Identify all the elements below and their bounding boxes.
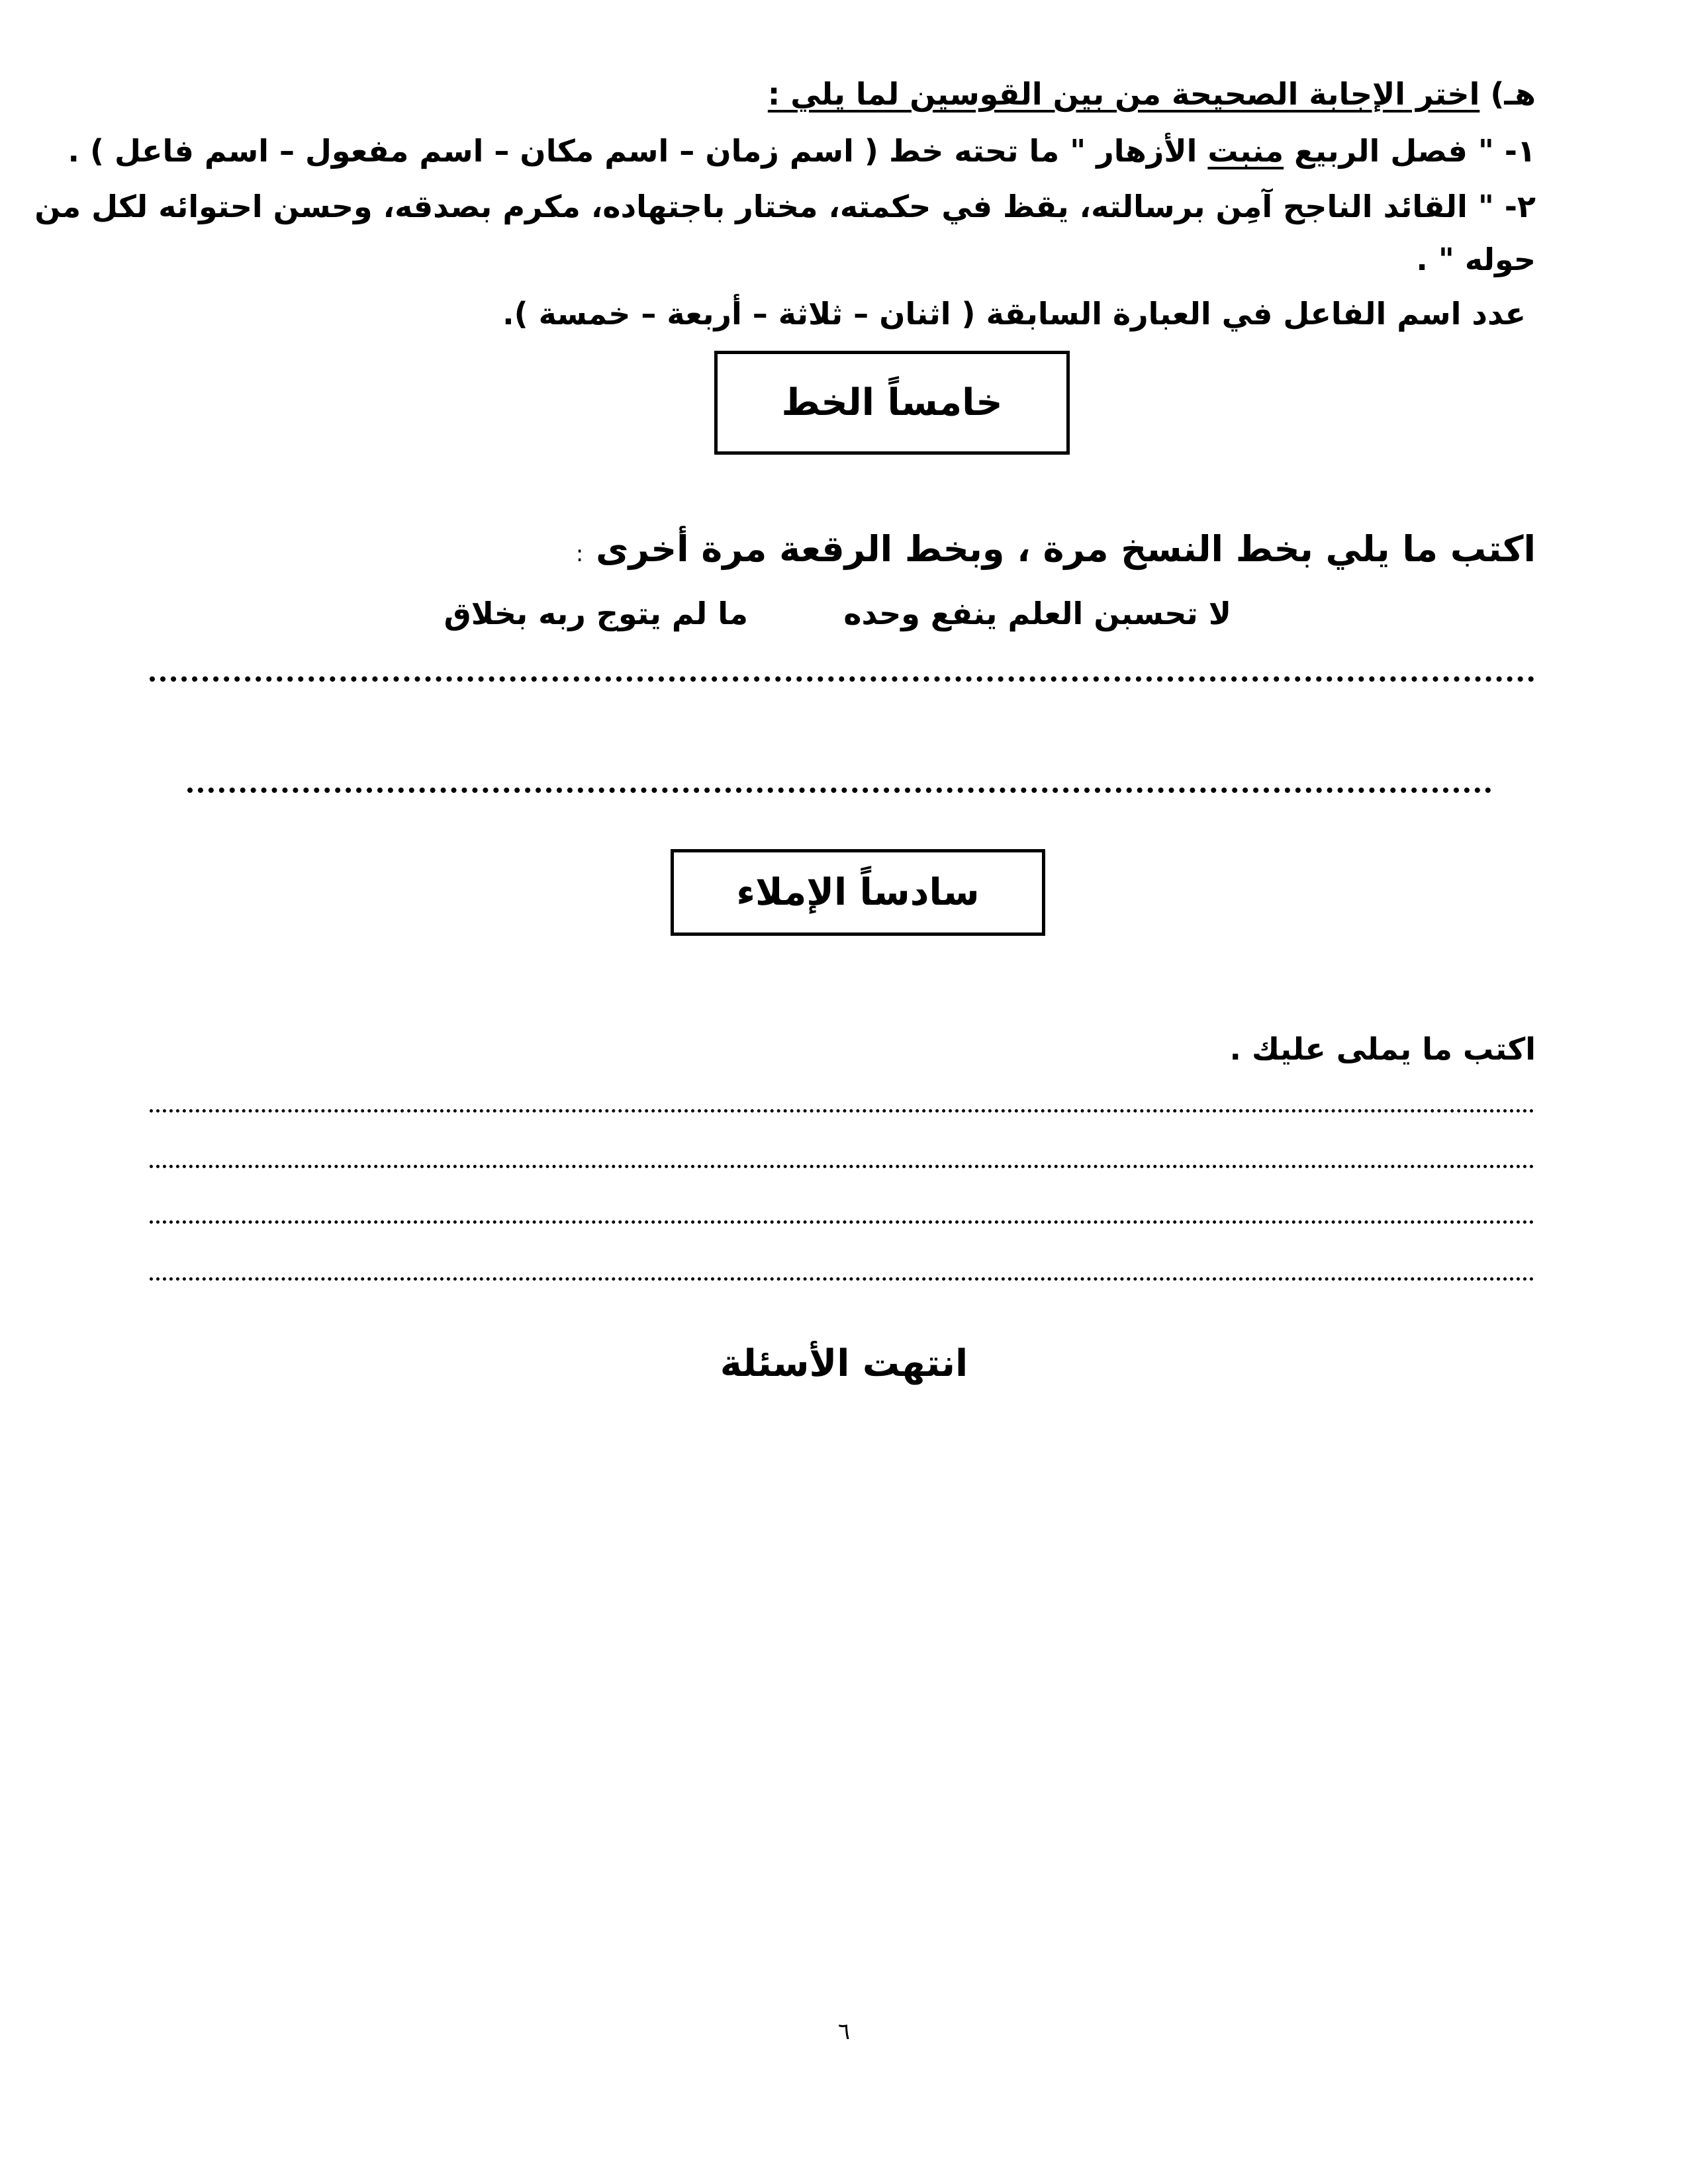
verse-first-hemistich: لا تحسبن العلم ينفع وحده (843, 596, 1231, 631)
question-1 (68, 131, 1536, 171)
khatt-instruction-text: اكتب ما يلي بخط النسخ مرة ، وبخط الرقعة مرة أخرى (596, 528, 1536, 570)
question-1-number: ١- (1504, 133, 1536, 169)
section-title-box-khatt (714, 351, 1070, 455)
question-heading-text: اختر الإجابة الصحيحة من بين القوسين لما يلي : (767, 76, 1480, 112)
closing-text: انتهت الأسئلة (720, 1342, 968, 1385)
question-1-underlined-word: منبت (1207, 133, 1284, 169)
verse-second-hemistich: ما لم يتوج ربه بخلاق (444, 596, 748, 631)
section-title-khatt: خامساً الخط (781, 381, 1003, 424)
question-heading (768, 74, 1536, 114)
writing-line-dotted (150, 1109, 1534, 1113)
writing-line-dotted (150, 1277, 1534, 1281)
writing-line-dotted (150, 1165, 1534, 1168)
writing-line-dotted (187, 788, 1491, 793)
writing-line-dotted (150, 676, 1534, 682)
khatt-instruction (152, 526, 1536, 577)
imlaa-instruction: اكتب ما يملى عليك . (1229, 1031, 1536, 1067)
question-2-line-3: عدد اسم الفاعل في العبارة السابقة ( اثنان – ثلاثة – أربعة – خمسة ). (502, 296, 1526, 332)
question-1-text-after: الأزهار " ما تحته خط ( اسم زمان – اسم مكان – اسم مفعول – اسم فاعل ) . (68, 133, 1197, 169)
writing-line-dotted (150, 1220, 1534, 1224)
question-heading-prefix: هـ) (1490, 76, 1536, 112)
section-title-imlaa: سادساً الإملاء (736, 871, 980, 914)
question-2-line-2: حوله " . (1416, 242, 1536, 277)
khatt-instruction-colon: : (575, 541, 584, 567)
question-2-line-1: ٢- " القائد الناجح آمِن برسالته، يقظ في حكمته، مختار باجتهاده، مكرم بصدقه، وحسن احتوائه لكل من (34, 189, 1536, 224)
page-number: ٦ (837, 2019, 851, 2045)
section-title-box-imlaa (671, 849, 1045, 936)
question-1-text-before: " فصل الربيع (1294, 133, 1494, 169)
